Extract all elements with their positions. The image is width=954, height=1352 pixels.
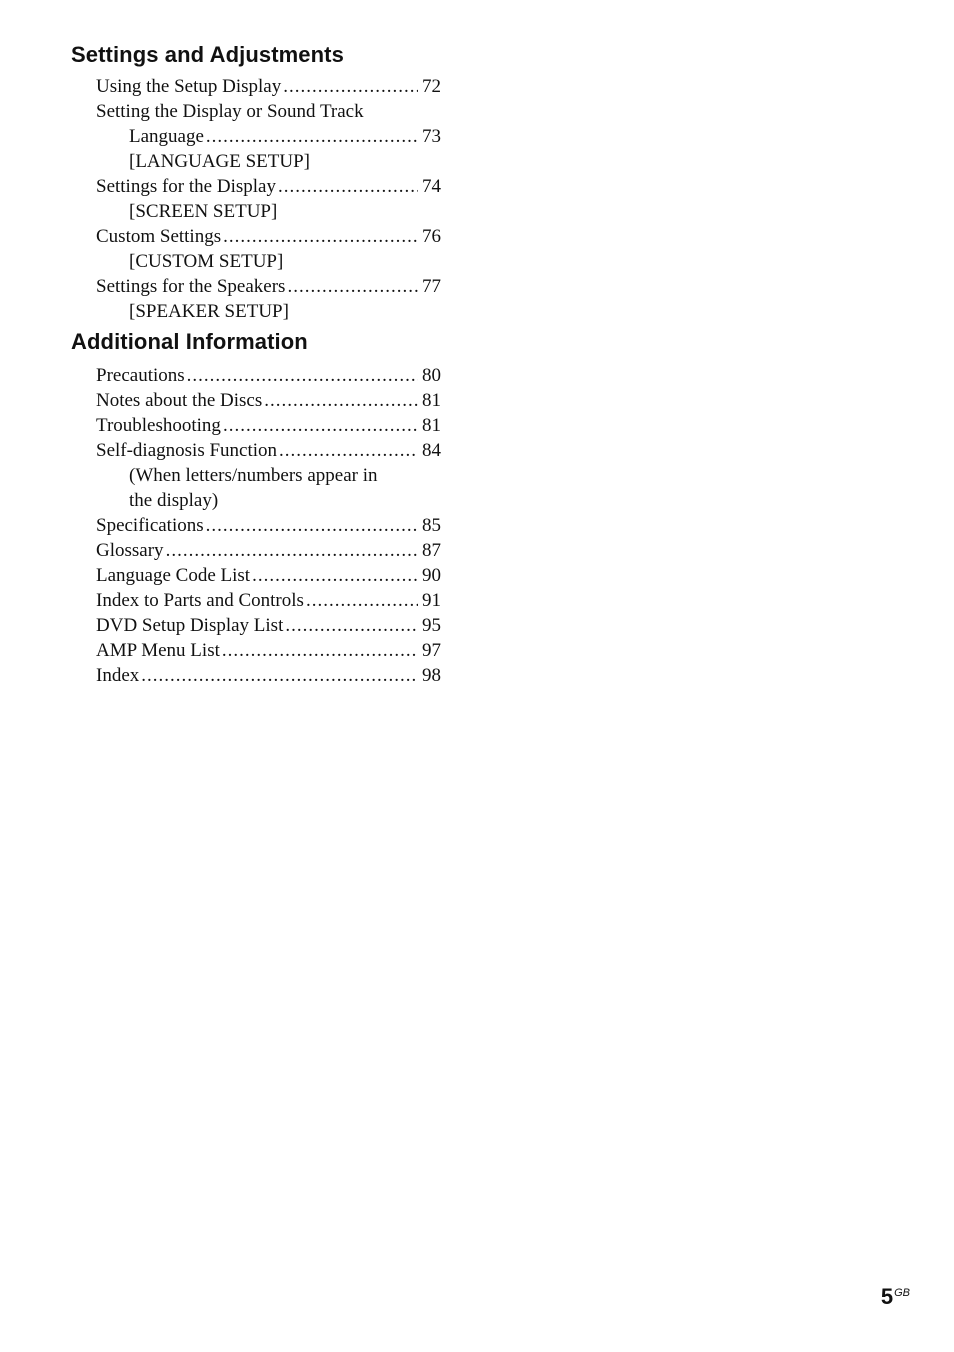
dot-leader: [287, 274, 418, 299]
toc-entry-title: Index to Parts and Controls: [96, 590, 304, 611]
section-heading: Additional Information: [71, 329, 308, 354]
toc-entry-line: [71, 224, 441, 249]
toc-entry-line: [71, 438, 441, 463]
toc-entry-subtitle: [SPEAKER SETUP]: [129, 301, 289, 322]
toc-entry[interactable]: [71, 588, 441, 613]
toc-entry-page: 90: [422, 565, 441, 586]
page-number: [881, 1284, 910, 1310]
toc-entry-line: [71, 613, 441, 638]
toc-entry-subtitle: (When letters/numbers appear in: [129, 465, 378, 486]
toc-entry[interactable]: [71, 538, 441, 563]
toc-entry[interactable]: [71, 363, 441, 388]
toc-entry-title: Language: [129, 126, 204, 147]
dot-leader: [279, 438, 418, 463]
toc-entry-line: [71, 74, 441, 99]
toc-entry-page: 77: [422, 276, 441, 297]
toc-entry-line: [71, 638, 441, 663]
dot-leader: [222, 638, 418, 663]
toc-entry[interactable]: [71, 513, 441, 538]
toc-entry-title: Index: [96, 665, 140, 686]
dot-leader: [306, 588, 418, 613]
toc-entry-line: [71, 124, 441, 149]
section-heading: Settings and Adjustments: [71, 42, 344, 67]
toc-entry-title: Settings for the Display: [96, 176, 276, 197]
toc-entry-subtitle: the display): [129, 490, 219, 511]
toc-entry-line: [71, 588, 441, 613]
toc-entry[interactable]: [71, 224, 441, 274]
toc-entry-page: 81: [422, 415, 441, 436]
toc-entry-page: 72: [422, 76, 441, 97]
toc-entry-title: AMP Menu List: [96, 640, 220, 661]
toc-entry-subtitle: [LANGUAGE SETUP]: [129, 151, 311, 172]
toc-entry-page: 73: [422, 126, 441, 147]
toc-entry-subtitle: [SCREEN SETUP]: [129, 201, 278, 222]
toc-entry-title: Troubleshooting: [96, 415, 221, 436]
toc-entry[interactable]: [71, 99, 441, 174]
toc-entry-page: 87: [422, 540, 441, 561]
toc-entry-title: Notes about the Discs: [96, 390, 263, 411]
toc-entry-title: Using the Setup Display: [96, 76, 282, 97]
dot-leader: [141, 663, 418, 688]
toc-entry-title: Setting the Display or Sound Track: [96, 101, 364, 122]
dot-leader: [278, 174, 418, 199]
toc-entry-page: 98: [422, 665, 441, 686]
toc-entry-line: [71, 388, 441, 413]
dot-leader: [223, 224, 418, 249]
toc-entry-line: [71, 663, 441, 688]
toc-entry-title: Language Code List: [96, 565, 251, 586]
dot-leader: [206, 513, 418, 538]
toc-entry[interactable]: [71, 74, 441, 99]
toc-entry-page: 85: [422, 515, 441, 536]
toc-entry-page: 74: [422, 176, 441, 197]
toc-entry-line: [71, 413, 441, 438]
toc-entry-line: [71, 363, 441, 388]
toc-entry-title: Custom Settings: [96, 226, 222, 247]
toc-entry-line: [71, 563, 441, 588]
table-of-contents: [71, 40, 441, 688]
toc-entry-title: Precautions: [96, 365, 185, 386]
page-number-value: 5: [880, 1284, 894, 1309]
toc-entry-title: DVD Setup Display List: [96, 615, 284, 636]
toc-entry-page: 81: [422, 390, 441, 411]
toc-entry-title: Self-diagnosis Function: [96, 440, 278, 461]
toc-entry-list: [71, 74, 441, 324]
page-number-suffix: GB: [894, 1287, 910, 1299]
toc-entry[interactable]: [71, 663, 441, 688]
toc-entry[interactable]: [71, 174, 441, 224]
dot-leader: [264, 388, 418, 413]
toc-entry[interactable]: [71, 274, 441, 324]
dot-leader: [285, 613, 418, 638]
toc-entry[interactable]: [71, 388, 441, 413]
toc-entry[interactable]: [71, 563, 441, 588]
toc-entry-page: 91: [422, 590, 441, 611]
toc-entry-line: [71, 274, 441, 299]
toc-entry-subtitle: [CUSTOM SETUP]: [129, 251, 284, 272]
toc-entry[interactable]: [71, 438, 441, 513]
dot-leader: [283, 74, 418, 99]
toc-entry-title: Glossary: [96, 540, 164, 561]
toc-entry-page: 80: [422, 365, 441, 386]
toc-entry-line: [71, 538, 441, 563]
dot-leader: [166, 538, 418, 563]
toc-entry-page: 97: [422, 640, 441, 661]
toc-entry-title: Settings for the Speakers: [96, 276, 286, 297]
toc-entry-line: [71, 513, 441, 538]
toc-entry-page: 84: [422, 440, 441, 461]
toc-entry-page: 76: [422, 226, 441, 247]
toc-entry[interactable]: [71, 413, 441, 438]
toc-entry[interactable]: [71, 613, 441, 638]
toc-entry-title: Specifications: [96, 515, 204, 536]
dot-leader: [187, 363, 418, 388]
toc-entry-line: [71, 174, 441, 199]
dot-leader: [252, 563, 418, 588]
dot-leader: [223, 413, 418, 438]
toc-entry-page: 95: [422, 615, 441, 636]
toc-entry-list: [71, 363, 441, 688]
dot-leader: [206, 124, 418, 149]
toc-entry-line: [71, 99, 441, 124]
toc-entry[interactable]: [71, 638, 441, 663]
